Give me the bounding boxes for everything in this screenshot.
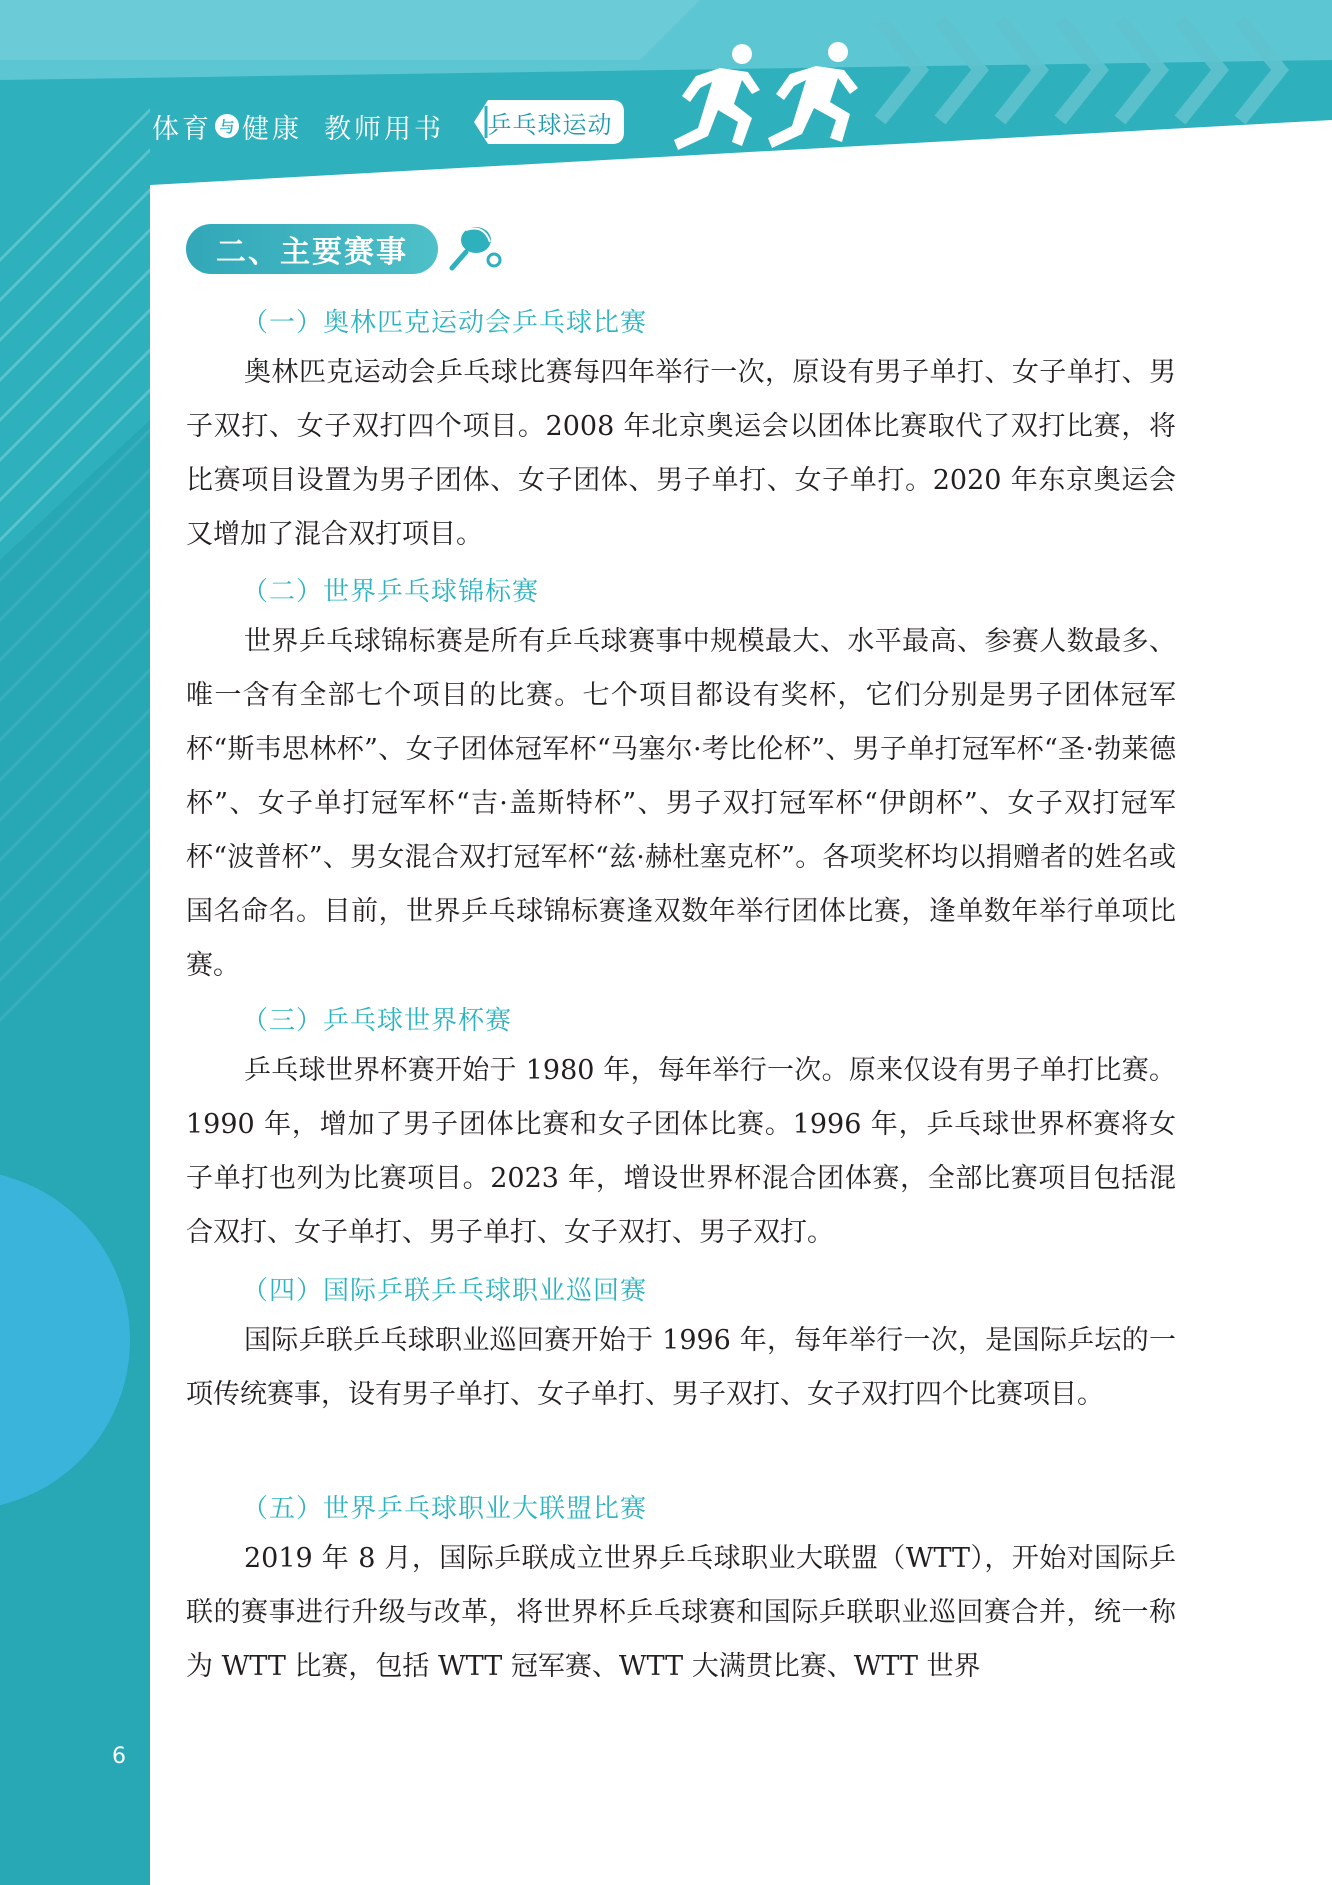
subsection-heading-world-championships: （二）世界乒乓球锦标赛 <box>242 577 540 607</box>
book-type: 教师用书 <box>324 113 444 145</box>
page-number: 6 <box>112 1744 126 1769</box>
subsection-body-wtt: 2019 年 8 月，国际乒联成立世界乒乓球职业大联盟（WTT），开始对国际乒联的赛事进行升级与改革，将世界杯乒乓球赛和国际乒联职业巡回赛合并，统一称为 WTT 比赛，包括 WTT 冠军赛、WTT 大满贯比赛、WTT 世界 <box>186 1543 1176 1682</box>
series-part1: 体育 <box>152 113 212 145</box>
series-part2: 健康 <box>242 113 302 145</box>
series-connector-badge: 与 <box>215 114 239 138</box>
subsection-body-world-championships: 世界乒乓球锦标赛是所有乒乓球赛事中规模最大、水平最高、参赛人数最多、唯一含有全部七个项目的比赛。七个项目都设有奖杯，它们分别是男子团体冠军杯“斯韦思林杯”、女子团体冠军杯“马塞尔·考比伦杯”、男子单打冠军杯“圣·勃莱德杯”、女子单打冠军杯“吉·盖斯特杯”、男子双打冠军杯“伊朗杯”、女子双打冠军杯“波普杯”、男女混合双打冠军杯“兹·赫杜塞克杯”。各项奖杯均以捐赠者的姓名或国名命名。目前，世界乒乓球锦标赛逢双数年举行团体比赛，逢单数年举行单项比赛。 <box>186 626 1176 981</box>
subsection-body-pro-tour: 国际乒联乒乓球职业巡回赛开始于 1996 年，每年举行一次，是国际乒坛的一项传统赛事，设有男子单打、女子单打、男子双打、女子双打四个比赛项目。 <box>186 1325 1176 1410</box>
subsection-body-olympics: 奥林匹克运动会乒乓球比赛每四年举行一次，原设有男子单打、女子单打、男子双打、女子双打四个项目。2008 年北京奥运会以团体比赛取代了双打比赛，将比赛项目设置为男子团体、女子团体、男子单打、女子单打。2020 年东京奥运会又增加了混合双打项目。 <box>186 357 1176 550</box>
chapter-tag: 乒乓球运动 <box>487 110 613 139</box>
subsection-heading-pro-tour: （四）国际乒联乒乓球职业巡回赛 <box>242 1276 648 1306</box>
subsection-heading-olympics: （一）奥林匹克运动会乒乓球比赛 <box>242 308 648 338</box>
book-series-title <box>152 106 444 146</box>
runners-icon <box>660 38 880 158</box>
subsection-heading-world-cup: （三）乒乓球世界杯赛 <box>242 1006 513 1036</box>
subsection-body-world-cup: 乒乓球世界杯赛开始于 1980 年，每年举行一次。原来仅设有男子单打比赛。1990 年，增加了男子团体比赛和女子团体比赛。1996 年，乒乓球世界杯赛将女子单打也列为比赛项目。2023 年，增设世界杯混合团体赛，全部比赛项目包括混合双打、女子单打、男子单打、女子双打、男子双打。 <box>186 1055 1176 1248</box>
table-tennis-paddle-icon <box>446 222 504 274</box>
subsection-heading-wtt: （五）世界乒乓球职业大联盟比赛 <box>242 1494 648 1524</box>
section-title: 二、主要赛事 <box>186 224 438 274</box>
